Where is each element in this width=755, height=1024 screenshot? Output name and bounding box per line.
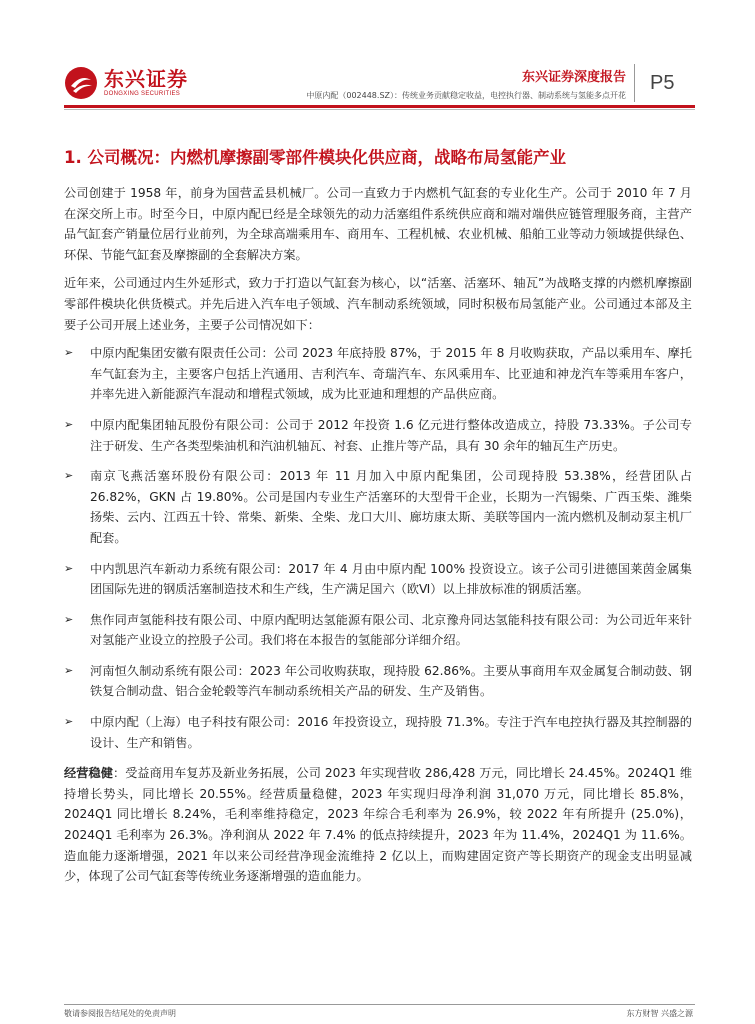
main-content	[64, 183, 692, 887]
section-title: 1. 公司概况：内燃机摩擦副零部件模块化供应商，战略布局氢能产业	[64, 148, 566, 167]
header-rule-grey	[64, 109, 695, 110]
arrow-bullet-icon: ➢	[64, 469, 74, 483]
header-rule-red	[64, 105, 695, 108]
list-item: ➢ 河南恒久制动系统有限公司：2023 年公司收购获取，现持股 62.86%。主要从事商用车双金属复合制动鼓、钢铁复合制动盘、铝合金轮毂等汽车制动系统相关产品的研发、生产及销售。	[64, 661, 692, 702]
report-subtitle: 中原内配（002448.SZ）：传统业务贡献稳定收益，电控执行器、制动系统与氢能多点开花	[306, 91, 626, 100]
page-header	[0, 0, 755, 110]
report-title: 东兴证券深度报告	[521, 70, 626, 85]
list-item: ➢ 中原内配（上海）电子科技有限公司：2016 年投资设立，现持股 71.3%。专注于汽车电控执行器及其控制器的设计、生产和销售。	[64, 712, 692, 753]
list-item: ➢ 中原内配集团安徽有限责任公司：公司 2023 年底持股 87%，于 2015 年 8 月收购获取，产品以乘用车、摩托车气缸套为主，主要客户包括上汽通用、吉利汽车、奇瑞汽车、东风乘用车、比亚迪和神龙汽车等乘用车客户，并率先进入新能源汽车混动和增程式领域，成为比亚迪和理想的产品供应商。	[64, 343, 692, 405]
paragraph-intro: 公司创建于 1958 年，前身为国营孟县机械厂。公司一直致力于内燃机气缸套的专业化生产。公司于 2010 年 7 月在深交所上市。时至今日，中原内配已经是全球领先的动力活塞组件系统供应商和端对端供应链管理服务商，主营产品气缸套产销量位居行业前列，为全球高端乘用车、商用车、工程机械、农业机械、船舶工业等动力领域提供绿色、环保、节能气缸套及摩擦副的全套解决方案。	[64, 186, 692, 262]
footer-disclaimer: 敬请参阅报告结尾处的免责声明	[64, 1009, 176, 1018]
logo-english-name: DONGXING SECURITIES	[104, 91, 181, 97]
arrow-bullet-icon: ➢	[64, 612, 74, 626]
list-item: ➢ 焦作同声氢能科技有限公司、中原内配明达氢能源有限公司、北京豫舟同达氢能科技有限公司：为公司近年来针对氢能产业设立的控股子公司。我们将在本报告的氢能部分详细介绍。	[64, 610, 692, 651]
arrow-bullet-icon: ➢	[64, 561, 74, 575]
operations-label: 经营稳健	[64, 766, 113, 781]
arrow-bullet-icon: ➢	[64, 715, 74, 729]
page-number: P5	[650, 72, 675, 94]
company-logo	[64, 66, 188, 100]
dongxing-logo-icon	[64, 66, 98, 100]
paragraph-operations	[64, 763, 692, 887]
arrow-bullet-icon: ➢	[64, 417, 74, 431]
arrow-bullet-icon: ➢	[64, 346, 74, 360]
arrow-bullet-icon: ➢	[64, 663, 74, 677]
list-item: ➢ 南京飞燕活塞环股份有限公司：2013 年 11 月加入中原内配集团，公司现持股 53.38%，经营团队占 26.82%，GKN 占 19.80%。公司是国内专业生产活塞环的大型骨干企业，长期为一汽锡柴、广西玉柴、潍柴扬柴、云内、江西五十铃、常柴、新柴、全柴、龙口大川、廊坊康太斯、美联等国内一流内燃机及制动泵主机厂配套。	[64, 466, 692, 548]
list-item: ➢ 中原内配集团轴瓦股份有限公司：公司于 2012 年投资 1.6 亿元进行整体改造成立，持股 73.33%。子公司专注于研发、生产各类型柴油机和汽油机轴瓦、衬套、止推片等产品，具有 30 余年的轴瓦生产历史。	[64, 415, 692, 456]
list-item: ➢ 中内凯思汽车新动力系统有限公司：2017 年 4 月由中原内配 100% 投资设立。该子公司引进德国莱茵金属集团国际先进的钢质活塞制造技术和生产线，生产满足国六（欧Ⅵ）以上排放标准的钢质活塞。	[64, 559, 692, 600]
paragraph-strategy: 近年来，公司通过内生外延形式，致力于打造以气缸套为核心，以“活塞、活塞环、轴瓦”为战略支撑的内燃机摩擦副零部件模块化供货模式。并先后进入汽车电子领域、汽车制动系统领域，同时积极布局氢能产业。公司通过本部及主要子公司开展上述业务，主要子公司情况如下：	[64, 276, 692, 332]
header-divider	[634, 64, 635, 102]
logo-chinese-name: 东兴证券	[104, 67, 188, 91]
footer-rule	[64, 1004, 695, 1005]
operations-text: ：受益商用车复苏及新业务拓展，公司 2023 年实现营收 286,428 万元，同比增长 24.45%。2024Q1 维持增长势头，同比增长 20.55%。经营质量稳健，2023 年实现归母净利润 31,070 万元，同比增长 85.8%，2024Q1 同比增长 8.24%，毛利率维持稳定，2023 年综合毛利率为 26.9%，较 2022 年有所提升 (25.0%)，2024Q1 毛利率为 26.3%。净利润从 2022 年 7.4% 的低点持续提升，2023 年为 11.4%，2024Q1 为 11.6%。造血能力逐渐增强，2021 年以来公司经营净现金流维持 2 亿以上，而购建固定资产等长期资产的现金支出明显减少，体现了公司气缸套等传统业务逐渐增强的造血能力。	[64, 766, 693, 884]
footer-slogan: 东方财智 兴盛之源	[626, 1009, 693, 1018]
subsidiary-list	[64, 343, 692, 753]
